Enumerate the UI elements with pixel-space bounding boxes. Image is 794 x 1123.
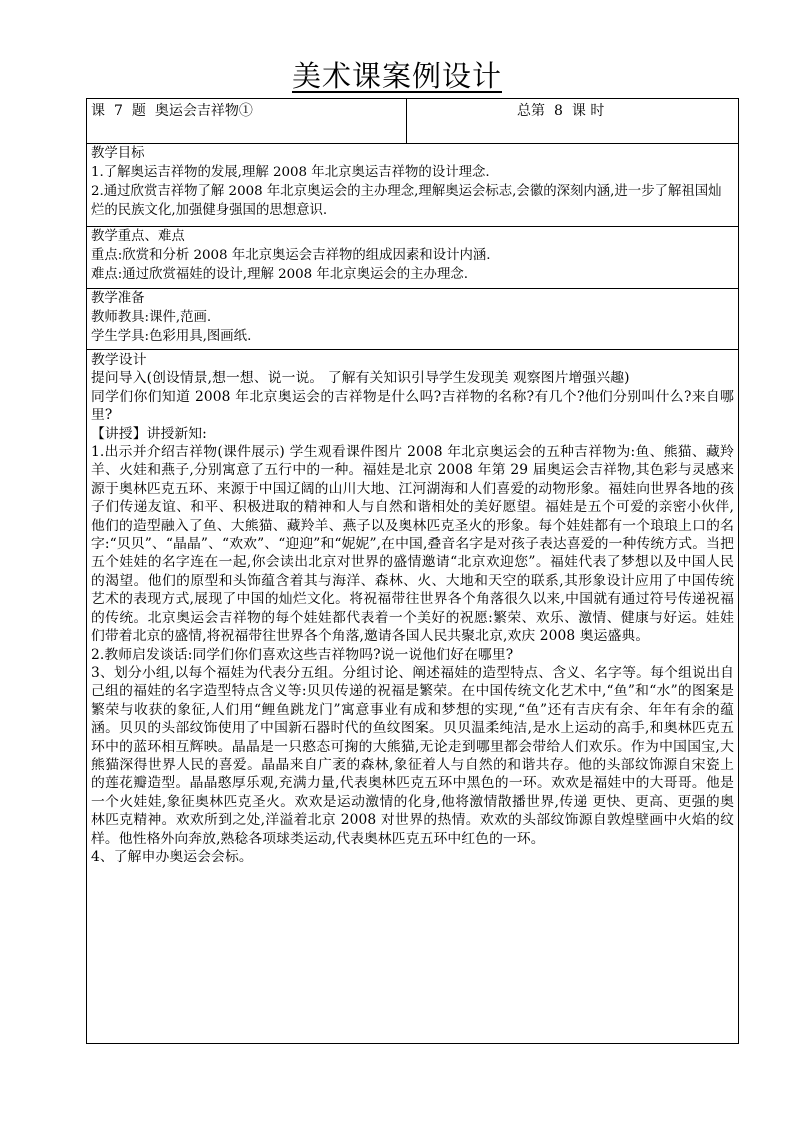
design-paragraph: 1.出示并介绍吉祥物(课件展示) 学生观看课件图片 2008 年北京奥运会的五种吉祥物为:鱼、熊猫、藏羚羊、火娃和燕子,分别寓意了五行中的一种。福娃是北京 2008 年第 29 届奥运会吉祥物,其色彩与灵感来源于奥林匹克五环、来源于中国辽阔的山川大地、江河湖海和人们喜爱的动物形象。福娃向世界各地的孩子们传递友谊、和平、积极进取的精神和人与自然和谐相处的美好愿望。福娃是五个可爱的亲密小伙伴,他们的造型融入了鱼、大熊猫、藏羚羊、燕子以及奥林匹克圣火的形象。每个娃娃都有一个琅琅上口的名字:“贝贝”、“晶晶”、“欢欢”、“迎迎”和“妮妮”,在中国,叠音名字是对孩子表达喜爱的一种传统方式。当把五个娃娃的名字连在一起,你会读出北京对世界的盛情邀请“北京欢迎您”。福娃代表了梦想以及中国人民的渴望。他们的原型和头饰蕴含着其与海洋、森林、火、大地和天空的联系,其形象设计应用了中国传统艺术的表现方式,展现了中国的灿烂文化。将祝福带往世界各个角落很久以来,中国就有通过符号传递祝福的传统。北京奥运会吉祥物的每个娃娃都代表着一个美好的祝愿:繁荣、欢乐、激情、健康与好运。娃娃们带着北京的盛情,将祝福带往世界各个角落,邀请各国人民共聚北京,欢庆 2008 奥运盛典。 [91,444,734,645]
key-point-line: 重点:欣赏和分析 2008 年北京奥运会吉祥物的组成因素和设计内涵. [91,247,491,263]
key-points-heading: 教学重点、难点 [91,229,185,244]
header-row [87,99,739,144]
objectives-heading: 教学目标 [91,146,145,161]
lesson-cell [87,99,407,144]
lesson-label: 课 [91,103,105,119]
period-cell [407,99,739,144]
period-number: 8 [554,103,563,119]
design-paragraph: 2.教师启发谈话:同学们你们喜欢这些吉祥物吗?说一说他们好在哪里? [91,646,514,663]
design-row [87,350,739,1044]
preparation-line: 教师教具:课件,范画. [91,309,212,325]
objectives-row [87,144,739,227]
objective-line: 2.通过欣赏吉祥物了解 2008 年北京奥运会的主办理念,理解奥运会标志,会徽的深刻内涵,进一步了解祖国灿烂的民族文化,加强健身强国的思想意识. [91,183,722,218]
topic-label: 题 [131,103,146,119]
design-paragraph: 4、了解申办奥运会会标。 [91,848,253,865]
design-paragraph: 提问导入(创设情景,想一想、说一说。 了解有关知识引导学生发现美 观察图片增强兴趣) [91,370,630,387]
page-title: 美术课案例设计 [291,59,502,93]
preparation-line: 学生学具:色彩用具,图画纸. [91,328,252,344]
design-paragraph: 3、划分小组,以每个福娃为代表分五组。分组讨论、阐述福娃的造型特点、含义、名字等。每个组说出自己组的福娃的名字造型特点含义等:贝贝传递的祝福是繁荣。在中国传统文化艺术中,“鱼”和“水”的图案是繁荣与收获的象征,人们用“鲤鱼跳龙门”寓意事业有成和梦想的实现,“鱼”还有吉庆有余、年年有余的蕴涵。贝贝的头部纹饰使用了中国新石器时代的鱼纹图案。贝贝温柔纯洁,是水上运动的高手,和奥林匹克五环中的蓝环相互辉映。晶晶是一只憨态可掬的大熊猫,无论走到哪里都会带给人们欢乐。作为中国国宝,大熊猫深得世界人民的喜爱。晶晶来自广袤的森林,象征着人与自然的和谐共存。他的头部纹饰源自宋瓷上的莲花瓣造型。晶晶憨厚乐观,充满力量,代表奥林匹克五环中黑色的一环。欢欢是福娃中的大哥哥。他是一个火娃娃,象征奥林匹克圣火。欢欢是运动激情的化身,他将激情散播世界,传递 更快、更高、更强的奥林匹克精神。欢欢所到之处,洋溢着北京 2008 对世界的热情。欢欢的头部纹饰源自敦煌壁画中火焰的纹样。他性格外向奔放,熟稔各项球类运动,代表奥林匹克五环中红色的一环。 [91,664,734,847]
objective-line: 1.了解奥运吉祥物的发展,理解 2008 年北京奥运吉祥物的设计理念. [91,164,490,180]
design-paragraph: 同学们你们知道 2008 年北京奥运会的吉祥物是什么吗?吉祥物的名称?有几个?他们分别叫什么?来自哪里? [91,388,734,424]
period-label: 课 时 [571,103,605,119]
preparation-row [87,289,739,350]
key-points-row [87,227,739,289]
total-label: 总第 [517,103,545,119]
preparation-heading: 教学准备 [91,291,145,306]
design-paragraph: 【讲授】讲授新知: [91,425,207,442]
key-point-line: 难点:通过欣赏福娃的设计,理解 2008 年北京奥运会的主办理念. [91,266,468,282]
lesson-plan-table [86,98,739,1044]
lesson-topic: 奥运会吉祥物① [154,103,253,119]
design-heading: 教学设计 [91,352,147,368]
lesson-number: 7 [114,103,123,119]
